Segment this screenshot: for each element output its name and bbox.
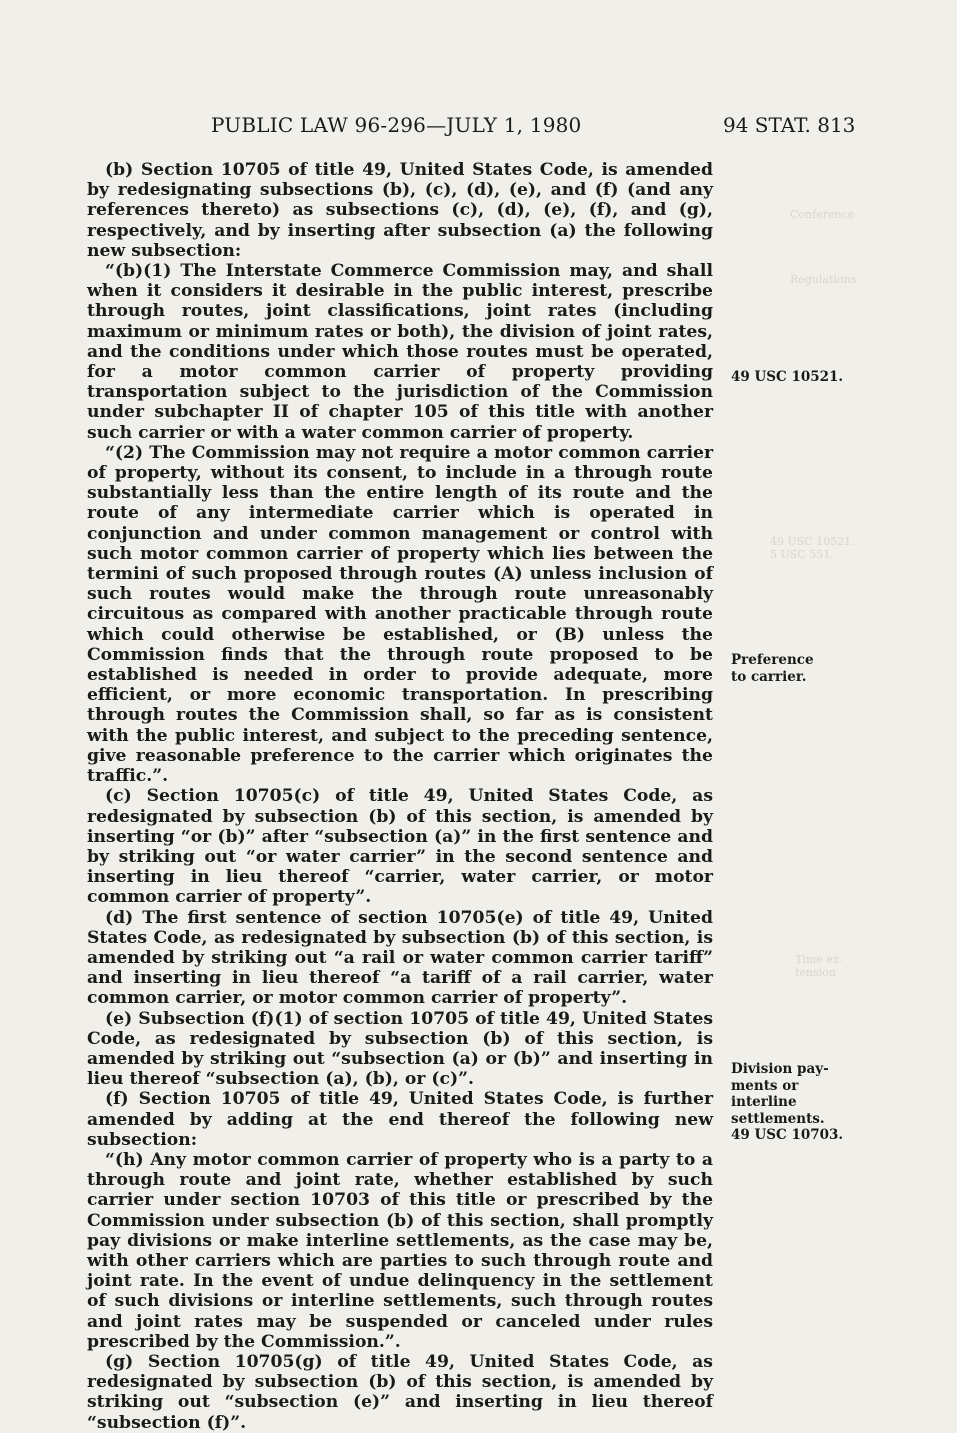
paragraph-b2: “(2) The Commission may not require a motor common carrier of property, without its consent, to include in a through route substantially less than the entire length of its route and the route of any intermediate carrier which is operated in conjunction and under common management or control with such motor common carrier of property which lies between the termini of such proposed through routes (A) unless inclusion of such routes would make the through route unreasonably circuitous as compared with another practicable through route which could otherwise be established, or (B) unless the Commission finds that the through route proposed to be established is needed in order to provide adequate, more efficient, or more economic transportation. In prescribing through routes the Commission shall, so far as is consistent with the public interest, and subject to the preceding sentence, give reasonable preference to the carrier which originates the traffic.”. <box>87 442 713 787</box>
bleed-through-conference: Conference <box>790 208 855 221</box>
margin-note-49-usc-10521: 49 USC 10521. <box>731 369 844 385</box>
statute-body <box>87 160 713 1433</box>
bleed-through-usc: 49 USC 10521. 5 USC 551. <box>770 535 855 561</box>
margin-note-division-payments: Division pay- ments or interline settlements. 49 USC 10703. <box>731 1061 844 1143</box>
paragraph-h: “(h) Any motor common carrier of property who is a party to a through route and joint rate, whether established by such carrier under section 10703 of this title or prescribed by the Commission under subsection (b) of this section, shall promptly pay divisions or make interline settlements, as the case may be, with other carriers which are parties to such through route and joint rate. In the event of undue delinquency in the settlement of such divisions or interline settlements, such through routes and joint rates may be suspended or canceled under rules prescribed by the Commission.”. <box>87 1149 713 1352</box>
paragraph-d: (d) The first sentence of section 10705(e) of title 49, United States Code, as redesignated by subsection (b) of this section, is amended by striking out “a rail or water common carrier tariff” and inserting in lieu thereof “a tariff of a rail carrier, water common carrier, or motor common carrier of property”. <box>87 907 713 1009</box>
paragraph-c: (c) Section 10705(c) of title 49, United States Code, as redesignated by subsection (b) of this section, is amended by inserting “or (b)” after “subsection (a)” in the first sentence and by striking out “or water carrier” in the second sentence and inserting in lieu thereof “carrier, water carrier, or motor common carrier of property”. <box>87 786 713 908</box>
bleed-through-time-extension: Time ex- tension <box>795 953 843 979</box>
paragraph-b: (b) Section 10705 of title 49, United States Code, is amended by redesignating subsections (b), (c), (d), (e), and (f) (and any references thereto) as subsections (c), (d), (e), (f), and (g), respectively, and by inserting after subsection (a) the following new subsection: <box>87 160 713 261</box>
page-header-stat: 94 STAT. 813 <box>723 113 856 137</box>
bleed-through-regulations: Regulations <box>790 273 857 286</box>
paragraph-b1: “(b)(1) The Interstate Commerce Commission may, and shall when it considers it desirable in the public interest, prescribe through routes, joint classifications, joint rates (including maximum or minimum rates or both), the division of joint rates, and the conditions under which those routes must be operated, for a motor common carrier of property providing transportation subject to the jurisdiction of the Commission under subchapter II of chapter 105 of this title with another such carrier or with a water common carrier of property. <box>87 261 713 443</box>
paragraph-e: (e) Subsection (f)(1) of section 10705 of title 49, United States Code, as redesignated by subsection (b) of this section, is amended by striking out “subsection (a) or (b)” and inserting in lieu thereof “subsection (a), (b), or (c)”. <box>87 1008 713 1090</box>
paragraph-f: (f) Section 10705 of title 49, United States Code, is further amended by adding at the end thereof the following new subsection: <box>87 1089 713 1150</box>
paragraph-g: (g) Section 10705(g) of title 49, United States Code, as redesignated by subsection (b) of this section, is amended by striking out “subsection (e)” and inserting in lieu thereof “subsection (f)”. <box>87 1351 713 1433</box>
page-header-title: PUBLIC LAW 96-296—JULY 1, 1980 <box>211 113 582 137</box>
margin-note-preference: Preference to carrier. <box>731 652 814 685</box>
